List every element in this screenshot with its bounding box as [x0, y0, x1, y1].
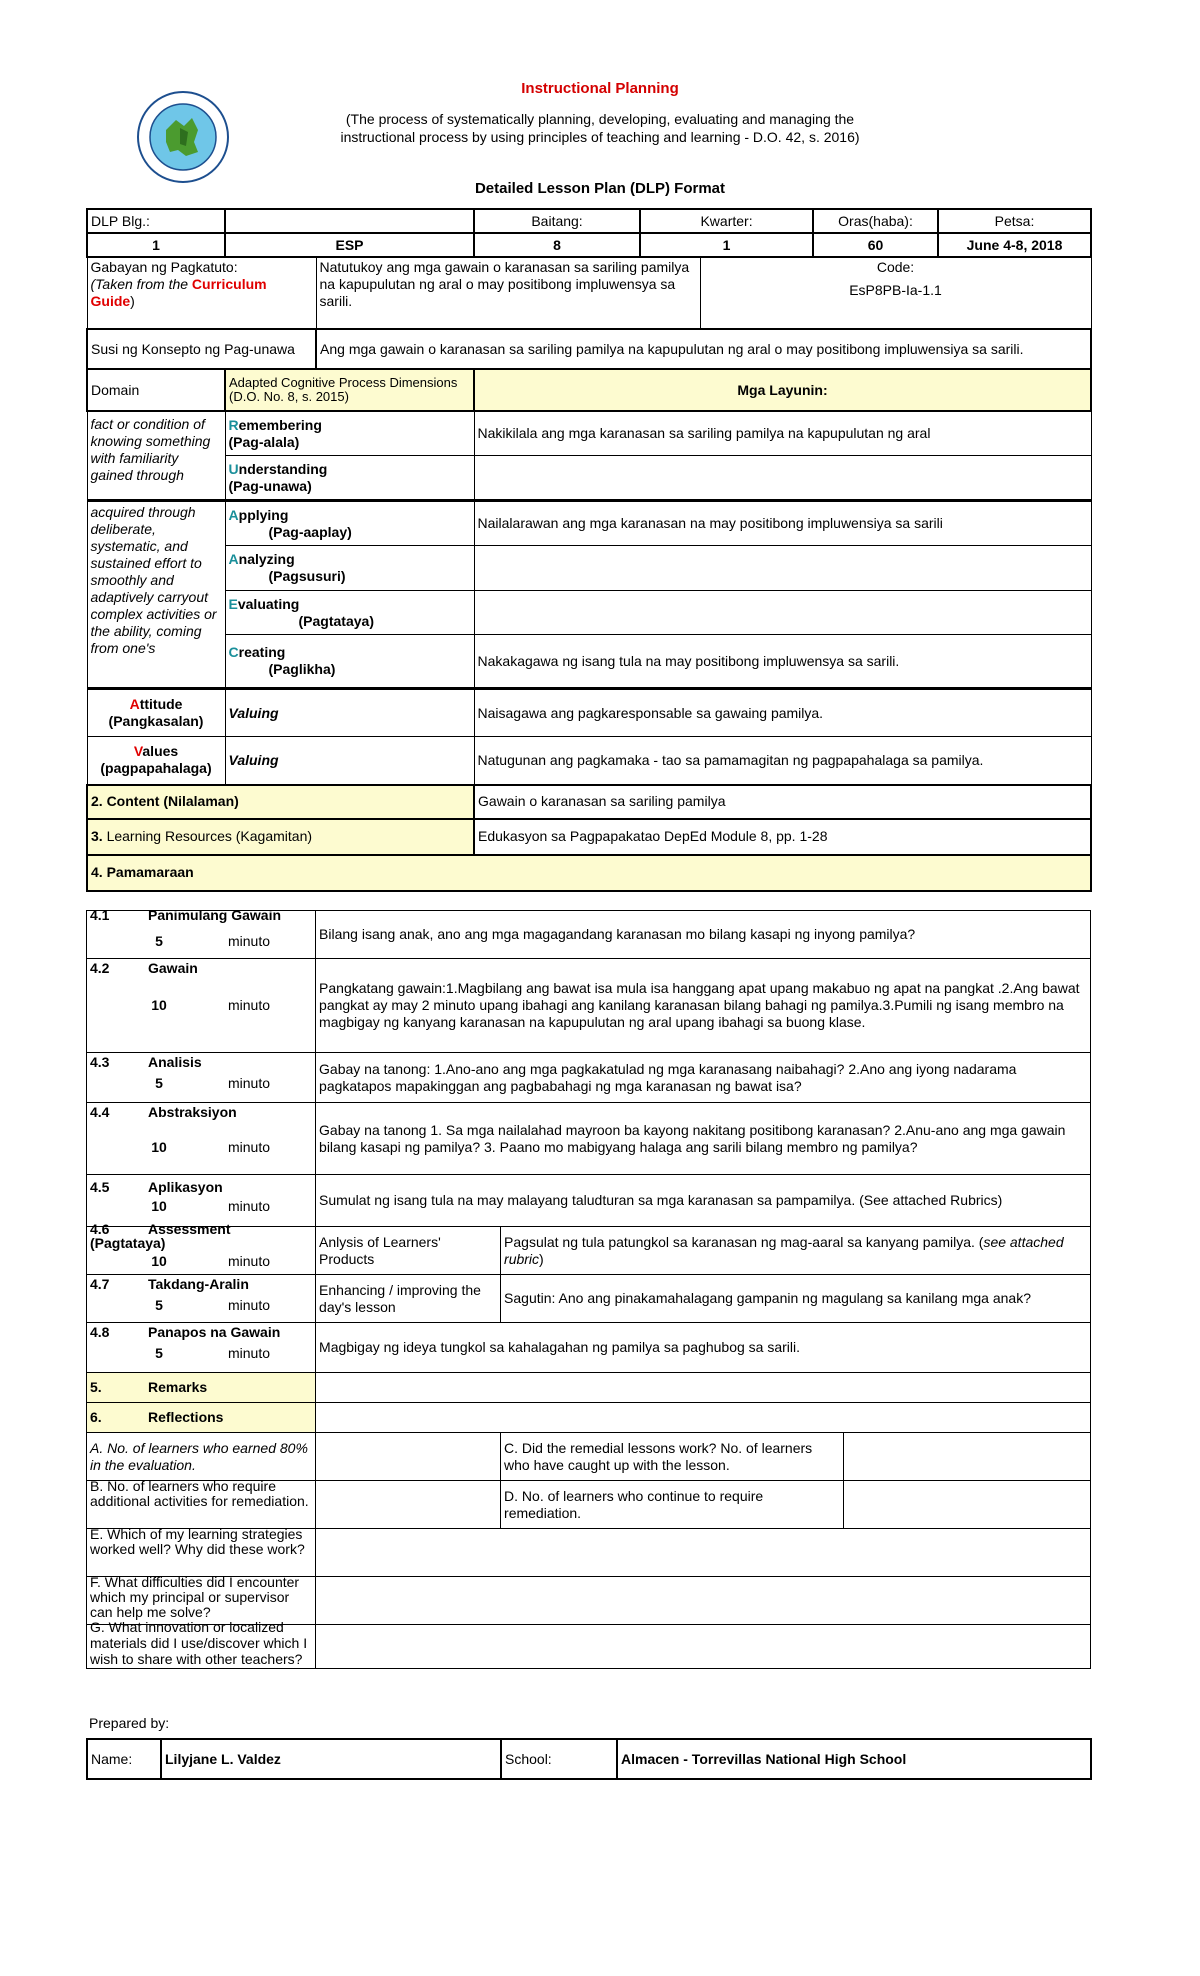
remembering-sub: (Pag-alala): [228, 433, 300, 450]
creating-objective: Nakakagawa ng isang tula na may positibong impluwensya sa sarili.: [474, 635, 1091, 689]
gabayan-label: Gabayan ng Pagkatuto:: [90, 259, 238, 275]
reflection-b-d-row: [87, 1481, 1091, 1529]
school-label: School:: [501, 1739, 617, 1779]
reflection-a-c-row: [87, 1433, 1091, 1481]
values-cell: [87, 737, 225, 785]
content-label: 2. Content (Nilalaman): [87, 785, 474, 819]
prepared-by-label: Prepared by:: [89, 1715, 170, 1731]
remembering-initial: R: [228, 416, 239, 433]
p5-title: Aplikasyon: [148, 1179, 223, 1195]
p6-header: [90, 1222, 312, 1250]
p5-num: 4.5: [90, 1179, 110, 1195]
p1-num: 4.1: [90, 907, 110, 923]
p7-minuto: minuto: [228, 1297, 271, 1313]
content-row: [87, 785, 1091, 819]
p8-minuto: minuto: [228, 1345, 271, 1361]
p3-label-cell: [87, 1053, 316, 1103]
info-values-row: [87, 233, 1091, 257]
remarks-value: [316, 1373, 1091, 1403]
baitang-label: Baitang:: [474, 209, 640, 233]
reflection-g-cell: [87, 1619, 316, 1669]
resources-label-cell: [87, 819, 474, 855]
p5-min: 10: [151, 1198, 167, 1214]
knowledge-desc: fact or condition of knowing something with familiarity gained through: [90, 416, 211, 483]
reflection-b-cell: [87, 1477, 316, 1529]
p8-header: [90, 1324, 312, 1341]
reflections-label: Reflections: [148, 1409, 224, 1425]
attitude-row: [87, 689, 1091, 737]
subject-value: ESP: [225, 233, 474, 257]
resources-num: 3.: [91, 828, 103, 844]
reflection-f: F. What difficulties did I encounter which my principal or supervisor can help me solve?: [90, 1573, 300, 1620]
reflection-d-value: [844, 1481, 1091, 1529]
p2-header: [90, 960, 312, 977]
subject-label: [225, 209, 474, 233]
susi-text: Ang mga gawain o karanasan sa sariling pamilya na kapupulutan ng aral o may positibong impluwensiya sa sarili.: [316, 329, 1091, 369]
dlp-value: 1: [87, 233, 225, 257]
adapted-label-text: Adapted Cognitive Process Dimensions (D.O. No. 8, s. 2015): [229, 375, 458, 404]
p4-num: 4.4: [90, 1104, 110, 1120]
skills-desc: acquired through deliberate, systematic, and sustained effort to smoothly and adaptively carryout complex activities or the ability, coming from one's: [90, 504, 217, 656]
susi-label: Susi ng Konsepto ng Pag-unawa: [87, 329, 316, 369]
gabayan-text: Natutukoy ang mga gawain o karanasan sa sariling pamilya na kapupulutan ng aral o may positibong impluwensya sa sarili.: [316, 257, 700, 329]
knowledge-desc-cell: [87, 411, 225, 501]
p7-time: [90, 1297, 312, 1314]
p8-label-cell: [87, 1323, 316, 1373]
content-text: Gawain o karanasan sa sariling pamilya: [474, 785, 1091, 819]
p5-time: [90, 1198, 312, 1215]
reflection-e: E. Which of my learning strategies worked well? Why did these work?: [90, 1525, 305, 1557]
remarks-num: 5.: [90, 1379, 102, 1395]
reflection-f-row: [87, 1577, 1091, 1625]
applying-cell: [225, 501, 474, 546]
applying-objective: Nailalarawan ang mga karanasan na may positibong impluwensiya sa sarili: [474, 501, 1091, 546]
code-value: EsP8PB-Ia-1.1: [849, 282, 942, 298]
reflections-row: [87, 1403, 1091, 1433]
p4-label-cell: [87, 1103, 316, 1175]
procedure-4-7: [87, 1275, 1091, 1323]
p4-text: Gabay na tanong 1. Sa mga nailalahad mayroon ba kayong nakitang positibong karanasan? 2.Anu-ano ang mga gawain bilang kasapi ng pamilya? 3. Paano mo mabigyang halaga ang sarili bilang membro ng pamilya?: [316, 1103, 1091, 1175]
code-cell: [700, 257, 1091, 329]
p2-text: Pangkatang gawain:1.Magbilang ang bawat isa mula isa hanggang apat upang makabuo ng apat na pangkat .2.Ang bawat pangkat ay may 2 minuto upang ibahagi ang kanilang karanasan bilang bahagi ng pamilya.3.Pumili ng isang membro na magbigay ng kanyang karanasan na kapupulutan ng aral upang ibahagi sa buong klase.: [316, 959, 1091, 1053]
info-labels-row: [87, 209, 1091, 233]
curriculum-guide-text: Curriculum Guide: [90, 276, 267, 309]
p7-title: Takdang-Aralin: [148, 1276, 249, 1292]
gabayan-label-cell: [87, 257, 316, 329]
dlp-label: DLP Blg.:: [87, 209, 225, 233]
p3-minuto: minuto: [228, 1075, 271, 1091]
p5-header: [90, 1179, 312, 1196]
p3-title: Analisis: [148, 1054, 202, 1070]
p4-min: 10: [151, 1139, 167, 1155]
p1-title: Panimulang Gawain: [148, 907, 282, 923]
creating-label: reating: [238, 644, 286, 661]
understanding-objective: [474, 456, 1091, 501]
p7-header: [90, 1276, 312, 1293]
p8-title: Panapos na Gawain: [148, 1324, 281, 1340]
code-label: Code:: [876, 259, 915, 275]
domain-header-row: [87, 369, 1091, 411]
p6-text-cell: [501, 1227, 1091, 1275]
reflection-e-value: [316, 1529, 1091, 1577]
procedure-4-5: [87, 1175, 1091, 1227]
creating-cell: [225, 635, 474, 689]
reflection-a-value: [316, 1433, 501, 1481]
name-value: Lilyjane L. Valdez: [161, 1739, 501, 1779]
pamamaraan-row: [87, 855, 1091, 891]
values-sub: (pagpapahalaga): [100, 760, 212, 777]
p6-minuto: minuto: [228, 1253, 271, 1269]
p8-text: Magbigay ng ideya tungkol sa kahalagahan ng pamilya sa paghubog sa sarili.: [316, 1323, 1091, 1373]
p5-text: Sumulat ng isang tula na may malayang taludturan sa mga karanasan sa pampamilya. (See attached Rubrics): [316, 1175, 1091, 1227]
attitude-sub: (Pangkasalan): [108, 713, 204, 729]
reflection-a: A. No. of learners who earned 80% in the evaluation.: [87, 1433, 316, 1481]
procedure-4-2: [87, 959, 1091, 1053]
attitude-process: Valuing: [225, 689, 474, 737]
p4-minuto: minuto: [228, 1139, 271, 1155]
source-prefix: (Taken from the: [90, 276, 192, 292]
school-value: Almacen - Torrevillas National High School: [617, 1739, 1091, 1779]
kwarter-value: 1: [640, 233, 813, 257]
p1-header: [90, 908, 312, 922]
attitude-objective: Naisagawa ang pagkaresponsable sa gawaing pamilya.: [474, 689, 1091, 737]
p7-label-cell: [87, 1275, 316, 1323]
reflection-f-cell: [87, 1573, 316, 1625]
pamamaraan-label: 4. Pamamaraan: [87, 855, 1091, 891]
subtitle-line-2: instructional process by using principles of teaching and learning - D.O. 42, s. 2016): [340, 129, 860, 145]
values-row: [87, 737, 1091, 785]
p1-min: 5: [155, 933, 163, 949]
p2-title: Gawain: [148, 960, 198, 976]
reflection-g-value: [316, 1625, 1091, 1669]
p2-min: 10: [151, 997, 167, 1013]
p6-time: [90, 1254, 312, 1268]
p6-mid: Anlysis of Learners' Products: [316, 1227, 501, 1275]
page-title: Instructional Planning: [521, 80, 679, 97]
p5-minuto: minuto: [228, 1198, 271, 1214]
skills-desc-cell: [87, 501, 225, 689]
evaluating-row: [87, 590, 1091, 634]
dlp-table: [86, 208, 1092, 892]
procedure-4-1: [87, 911, 1091, 959]
attitude-cell: [87, 689, 225, 737]
prepared-by-table: [86, 1738, 1092, 1780]
analyzing-row: [87, 546, 1091, 590]
analyzing-sub: (Pagsusuri): [268, 568, 346, 585]
procedure-4-3: [87, 1053, 1091, 1103]
creating-sub: (Paglikha): [268, 661, 336, 678]
p3-min: 5: [155, 1075, 163, 1091]
attitude-label: ttitude: [139, 696, 183, 712]
applying-row: [87, 501, 1091, 546]
p3-header: [90, 1054, 312, 1071]
petsa-value: June 4-8, 2018: [938, 233, 1091, 257]
procedure-4-8: [87, 1323, 1091, 1373]
creating-row: [87, 635, 1091, 689]
reflection-f-value: [316, 1577, 1091, 1625]
procedure-4-6: [87, 1227, 1091, 1275]
p6-text: Pagsulat ng tula patungkol sa karanasan ng mag-aaral sa kanyang pamilya. (: [504, 1233, 984, 1250]
p2-label-cell: [87, 959, 316, 1053]
subtitle-line-1: (The process of systematically planning, developing, evaluating and managing the: [345, 111, 855, 127]
p6-sub: (Pagtataya): [90, 1235, 166, 1251]
evaluating-sub: (Pagtataya): [298, 612, 374, 629]
remembering-label: emembering: [238, 416, 322, 433]
p8-num: 4.8: [90, 1324, 110, 1340]
reflections-num: 6.: [90, 1409, 102, 1425]
evaluating-label: valuating: [237, 595, 300, 612]
values-label: alues: [142, 743, 179, 760]
baitang-value: 8: [474, 233, 640, 257]
name-label: Name:: [87, 1739, 161, 1779]
p6-text-italic: see attached rubric: [504, 1233, 1064, 1267]
remarks-label: Remarks: [148, 1379, 208, 1395]
evaluating-cell: [225, 590, 474, 634]
understanding-cell: [225, 456, 474, 501]
p1-time: [90, 934, 312, 948]
values-initial: V: [133, 743, 143, 760]
p8-time: [90, 1345, 312, 1362]
p3-num: 4.3: [90, 1054, 110, 1070]
reflection-e-cell: [87, 1525, 316, 1577]
dlp-format-title: Detailed Lesson Plan (DLP) Format: [474, 180, 726, 197]
understanding-initial: U: [228, 460, 239, 477]
resources-row: [87, 819, 1091, 855]
p1-minuto: minuto: [228, 933, 271, 949]
applying-label: pplying: [238, 506, 289, 523]
creating-initial: C: [228, 644, 239, 661]
susi-row: [87, 329, 1091, 369]
adapted-label: [225, 369, 474, 411]
procedures-table: [86, 907, 1091, 1669]
applying-initial: A: [228, 506, 239, 523]
reflection-b: B. No. of learners who require additional activities for remediation.: [90, 1477, 309, 1509]
layunin-label: Mga Layunin:: [474, 369, 1091, 411]
remembering-objective: Nakikilala ang mga karanasan sa sariling pamilya na kapupulutan ng aral: [474, 411, 1091, 456]
resources-label: Learning Resources (Kagamitan): [102, 828, 313, 844]
p5-label-cell: [87, 1175, 316, 1227]
understanding-label: nderstanding: [238, 460, 328, 477]
p6-title: Assessment: [148, 1221, 231, 1237]
p3-time: [90, 1075, 312, 1092]
analyzing-cell: [225, 546, 474, 590]
gabayan-row: [87, 257, 1091, 329]
understanding-row: [87, 456, 1091, 501]
analyzing-label: nalyzing: [238, 551, 295, 568]
p6-text-end: ): [539, 1250, 544, 1267]
p7-num: 4.7: [90, 1276, 110, 1292]
source-suffix: ): [130, 293, 135, 309]
reflection-g: G. What innovation or localized materials did I use/discover which I wish to share with other teachers?: [90, 1619, 308, 1667]
values-process: Valuing: [225, 737, 474, 785]
reflection-c: C. Did the remedial lessons work? No. of learners who have caught up with the lesson.: [501, 1433, 844, 1481]
petsa-label: Petsa:: [938, 209, 1091, 233]
remembering-cell: [225, 411, 474, 456]
p2-time: [90, 997, 312, 1014]
p7-min: 5: [155, 1297, 163, 1313]
evaluating-objective: [474, 590, 1091, 634]
remembering-row: [87, 411, 1091, 456]
attitude-initial: A: [129, 696, 140, 712]
oras-label: Oras(haba):: [813, 209, 938, 233]
gabayan-source: [91, 276, 313, 310]
p6-num: 4.6: [90, 1221, 110, 1237]
applying-sub: (Pag-aaplay): [268, 523, 352, 540]
kwarter-label: Kwarter:: [640, 209, 813, 233]
reflection-b-value: [316, 1481, 501, 1529]
p6-label-cell: [87, 1221, 316, 1275]
domain-label: Domain: [87, 369, 225, 411]
p1-text: Bilang isang anak, ano ang mga magagandang karanasan mo bilang kasapi ng inyong pamilya?: [316, 911, 1091, 959]
resources-text: Edukasyon sa Pagpapakatao DepEd Module 8, pp. 1-28: [474, 819, 1091, 855]
analyzing-initial: A: [228, 551, 239, 568]
reflections-value: [316, 1403, 1091, 1433]
p2-minuto: minuto: [228, 997, 271, 1013]
understanding-sub: (Pag-unawa): [228, 477, 312, 494]
analyzing-objective: [474, 546, 1091, 590]
p4-header: [90, 1104, 312, 1121]
values-objective: Natugunan ang pagkamaka - tao sa pamamagitan ng pagpapahalaga sa pamilya.: [474, 737, 1091, 785]
p3-text: Gabay na tanong: 1.Ano-ano ang mga pagkakatulad ng mga karanasang naibahagi? 2.Ano ang iyong nadarama pagkatapos mapakinggan ang pagbabahagi ng mga karanasan ng bawat isa?: [316, 1053, 1091, 1103]
p2-num: 4.2: [90, 960, 110, 976]
oras-value: 60: [813, 233, 938, 257]
p4-title: Abstraksiyon: [148, 1104, 237, 1120]
procedure-4-4: [87, 1103, 1091, 1175]
signature-row: [87, 1739, 1091, 1779]
p4-time: [90, 1139, 312, 1156]
remarks-row: [87, 1373, 1091, 1403]
p8-min: 5: [155, 1345, 163, 1361]
p7-mid: Enhancing / improving the day's lesson: [316, 1275, 501, 1323]
p6-min: 10: [151, 1253, 167, 1269]
p7-text: Sagutin: Ano ang pinakamahalagang gampanin ng magulang sa kanilang mga anak?: [501, 1275, 1091, 1323]
reflection-c-value: [844, 1433, 1091, 1481]
remarks-label-cell: [87, 1373, 316, 1403]
reflection-e-row: [87, 1529, 1091, 1577]
p1-label-cell: [87, 907, 316, 959]
reflection-d: D. No. of learners who continue to require remediation.: [501, 1481, 844, 1529]
reflection-g-row: [87, 1625, 1091, 1669]
reflections-label-cell: [87, 1403, 316, 1433]
evaluating-initial: E: [228, 595, 238, 612]
page-subtitle: [0, 110, 1200, 146]
